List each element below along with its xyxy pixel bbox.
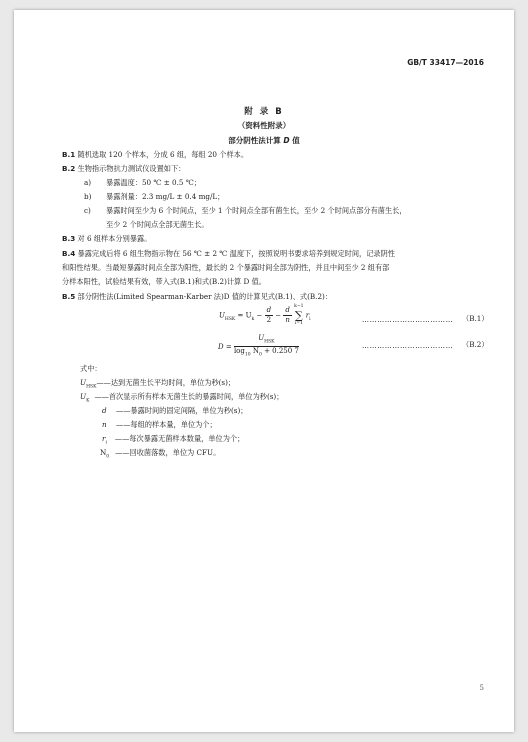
definition-item: n ——每组的样本量，单位为个；	[102, 420, 217, 429]
formula-symbol: D =	[218, 342, 232, 351]
list-text: 暴露时间至少为 6 个时间点，至少 1 个时间点全部有菌生长，至少 2 个时间点部分有菌生长，	[106, 206, 407, 215]
formula-b1: $U_{HSK} = U_k$ − $\frac{d}{2}$ − $\frac{d}{n}$ k−1 ∑ i=1 $r_i$	[219, 304, 311, 326]
clause-b4-line2: 和阳性结果。当最短暴露时间点全部为阳性，最长的 2 个暴露时间全部为阴性，并且中间至少 2 组有部	[62, 263, 390, 272]
list-text: 暴露剂量：2.3 mg/L ± 0.4 mg/L；	[106, 192, 225, 201]
formula-subscript: k	[251, 316, 255, 322]
clause-number: B.3	[62, 234, 76, 243]
appendix-heading	[14, 135, 514, 146]
equation-number: （B.1）	[462, 314, 489, 323]
clause-b4-line3: 分样本阳性，试验结果有效，带入式(B.1)和式(B.2)计算 D 值。	[62, 277, 266, 286]
fraction: $\frac{U_{HSK}}{\log_{10} N_0 + 0.250 7}$	[233, 334, 299, 358]
formula-subscript: HSK	[224, 316, 236, 322]
list-item	[84, 206, 407, 216]
appendix-subtitle: （资料性附录）	[237, 121, 291, 130]
standard-number: GB/T 33417—2016	[407, 58, 484, 67]
clause-text: 暴露完成后将 6 组生物指示物在 56 ℃ ± 2 ℃ 温度下，按照说明书要求培养到规定时间，记录阴性	[77, 249, 395, 258]
heading-prefix: 部分阴性法计算	[228, 136, 281, 145]
clause-b2	[62, 164, 185, 174]
heading-variable: D	[283, 136, 290, 145]
definition-item: $U_{HSK}——$达到无菌生长平均时间，单位为秒(s)；	[80, 378, 236, 390]
definition-item: $N_0$ ——回收菌落数，单位为 CFU。	[100, 448, 221, 460]
list-label: a)	[84, 178, 92, 187]
clause-b3	[62, 234, 151, 244]
clause-text: 部分阴性法(Limited Spearman-Karber 法)D 值的计算见式(B.1)、式(B.2)：	[77, 292, 333, 301]
formula-symbol: = U	[237, 311, 252, 320]
clause-text: 对 6 组样本分别暴露。	[77, 234, 152, 243]
list-label: b)	[84, 192, 92, 201]
document-page	[14, 10, 514, 732]
summation: k−1 ∑ i=1	[294, 304, 304, 326]
fraction: $\frac{d}{n}$	[285, 306, 290, 324]
definition-item: d ——暴露时间的固定间隔，单位为秒(s)；	[102, 406, 248, 415]
clause-number: B.4	[62, 249, 76, 258]
definition-item: $U_K$ ——首次显示所有样本无菌生长的暴露时间，单位为秒(s)；	[80, 392, 284, 404]
definitions-intro: 式中：	[80, 364, 102, 373]
list-item	[84, 178, 201, 188]
clause-b5	[62, 292, 332, 302]
clause-b4	[62, 249, 395, 259]
formula-symbol: U	[219, 311, 225, 320]
formula-symbol: r	[305, 311, 310, 320]
definition-item: $r_i$ ——每次暴露无菌样本数量，单位为个；	[102, 434, 245, 446]
list-item-continuation: 至少 2 个时间点全部无菌生长。	[106, 220, 209, 229]
page-number: 5	[479, 684, 484, 692]
heading-suffix: 值	[292, 136, 300, 145]
equation-number: （B.2）	[462, 340, 489, 349]
clause-number: B.2	[62, 164, 76, 173]
clause-number: B.5	[62, 292, 76, 301]
list-text: 暴露温度：50 ℃ ± 0.5 ℃；	[106, 178, 201, 187]
equation-leader: ………………………………	[362, 342, 454, 350]
clause-text: 生物指示物抗力测试仪设置如下：	[77, 164, 186, 173]
clause-number: B.1	[62, 150, 76, 159]
formula-b2	[218, 334, 299, 360]
list-item	[84, 192, 224, 202]
clause-b1	[62, 150, 248, 160]
fraction: $\frac{d}{2}$	[266, 306, 272, 324]
appendix-title: 附 录 B	[244, 107, 284, 117]
equation-leader: ………………………………	[362, 316, 454, 324]
list-label: c)	[84, 206, 91, 215]
clause-text: 随机选取 120 个样本，分成 6 组，每组 20 个样本。	[77, 150, 249, 159]
